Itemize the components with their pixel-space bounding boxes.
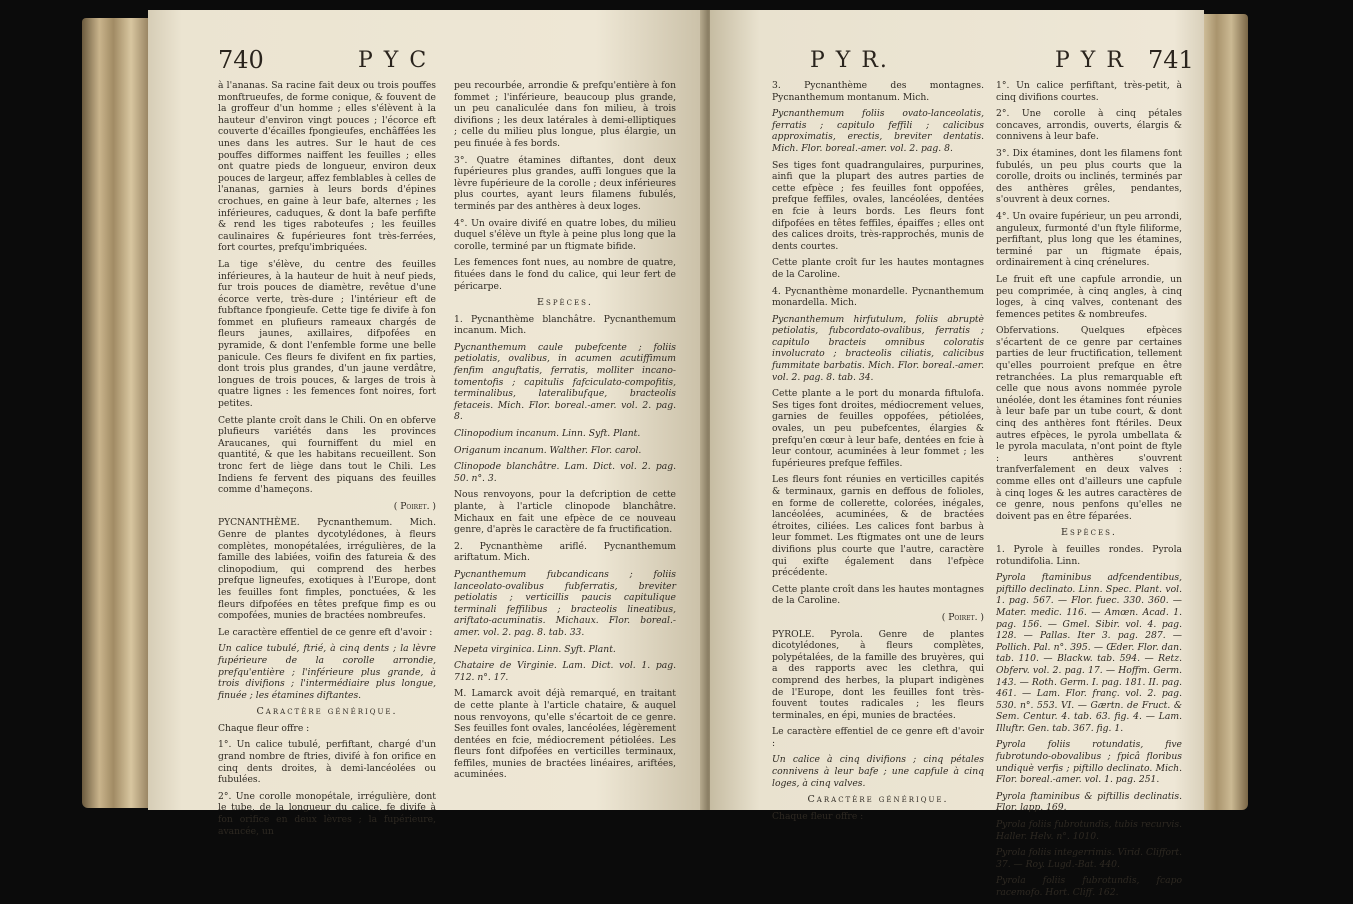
synonym: Pyrola ftaminibus & piftillis declinatis. Flor. lapp. 169. xyxy=(996,790,1182,814)
species-diagnosis: Pycnanthemum fubcandicans ; foliis lanceolato-ovalibus fubferratis, breviter petiolatis ; verticillis paucis capitulique terminali feffilibus ; bracteolis lineatibus, ariftato-acuminatis. Michaux. Flor. boreal.-amer. vol. 2. pag. 8. tab. 33. xyxy=(454,568,676,638)
species-entry: 4. Pycnanthème monardelle. Pycnanthemum monardella. Mich. xyxy=(772,285,984,309)
section-heading: Caractère générique. xyxy=(807,794,949,806)
left-column-1 xyxy=(218,80,436,842)
species-entry: 1. Pycnanthème blanchâtre. Pycnanthemum incanum. Mich. xyxy=(454,313,676,337)
observations: Obfervations. Quelques efpèces s'écartent de ce genre par certaines parties de leur fructification, tellement qu'elles pourroient prefque en être retranchées. La plus remarquable eft celle que nous avons nommée pyrole unéolée, dont les étamines font réunies à leur bafe par un tube court, & dont cinq des anthères font ftériles. Deux autres efpèces, le pyrola umbellata & le pyrola maculata, n'ont point de ftyle : leurs anthères s'ouvrent tranfverfalement en deux valves : comme elles ont d'ailleurs une capfule à cinq loges & les autres caractères de ce genre, nous penfons qu'elles ne doivent pas en être féparées. xyxy=(996,325,1182,522)
section-heading: Espèces. xyxy=(537,297,593,309)
genus-entry: PYROLE. Pyrola. Genre de plantes dicotylédones, à fleurs complètes, polypétalées, de la famille des bruyères, qui a des rapports avec les clethra, qui comprend des herbes, la plupart indigènes de l'Europe, dont les feuilles font très-fouvent toutes radicales ; les fleurs terminales, en épi, munies de bractées. xyxy=(772,628,984,721)
genus-entry: PYCNANTHÈME. Pycnanthemum. Mich. Genre de plantes dycotylédones, à fleurs complètes, monopétalées, irrégulières, de la famille des labiées, voifin des fatureia & des clinopodium, qui comprend des herbes prefque ligneufes, exotiques à l'Europe, dont les feuilles font fimples, ponctuées, & les fleurs difpofées en têtes prefque fimp es ou compofées, munies de bractées nombreufes. xyxy=(218,517,436,622)
section-heading: Caractère générique. xyxy=(256,706,398,718)
paragraph: 3°. Quatre étamines diftantes, dont deux fupérieures plus grandes, auffi longues que la lèvre fupérieure de la corolle ; deux inférieures plus courtes, ayant leurs filamens fubulés, terminés par des anthères à deux loges. xyxy=(454,154,676,212)
species-entry: 3. Pycnanthème des montagnes. Pycnanthemum montanum. Mich. xyxy=(772,80,984,103)
essential-character: Un calice tubulé, ftrié, à cinq dents ; la lèvre fupérieure de la corolle arrondie, prefqu'entière ; l'inférieure plus grande, à trois divifions ; l'intermédiaire plus longue, finuée ; les étamines diftantes. xyxy=(218,643,436,701)
right-column-1 xyxy=(772,80,984,827)
synonym: Origanum incanum. Walther. Flor. carol. xyxy=(454,444,642,456)
paragraph: 1°. Un calice perfiftant, très-petit, à cinq divifions courtes. xyxy=(996,80,1182,103)
left-column-2 xyxy=(454,80,676,786)
paragraph: Les femences font nues, au nombre de quatre, fituées dans le fond du calice, qui leur fert de péricarpe. xyxy=(454,257,676,292)
paragraph: Cette plante croît fur les hautes montagnes de la Caroline. xyxy=(772,257,984,280)
synonym: Pyrola foliis integerrimis. Virid. Cliffort. 37. — Roy. Lugd.-Bat. 440. xyxy=(996,847,1182,870)
species-diagnosis: Pyrola ftaminibus adfcendentibus, piftillo declinato. Linn. Spec. Plant. vol. 1. pag. 567. — Flor. fuec. 330. 360. — Mater. medic. 116. — Amœn. Acad. 1. pag. 156. — Gmel. Sibir. vol. 4. pag. 128. — Pallas. Iter 3. pag. 287. — Pollich. Pal. n°. 395. — Œder. Flor. dan. tab. 110. — Blackw. tab. 594. — Retz. Obferv. vol. 2. pag. 17. — Hoffm. Germ. 143. — Roth. Germ. I. pag. 181. II. pag. 461. — Lam. Flor. franç. vol. 2. pag. 530. n°. 553. VI. — Gærtn. de Fruct. & Sem. Centur. 4. tab. 63. fig. 4. — Lam. Illuftr. Gen. tab. 367. fig. 1. xyxy=(996,572,1182,734)
paragraph: M. Lamarck avoit déjà remarqué, en traitant de cette plante à l'article chataire, & auquel nous renvoyons, qu'elle s'écartoit de ce genre. Ses feuilles font ovales, lancéolées, légèrement dentées en fcie, médiocrement pétiolées. Les fleurs font difpofées en verticilles terminaux, feffiles, munies de bractées linéaires, ariftées, acuminées. xyxy=(454,688,676,781)
paragraph: 4°. Un ovaire fupérieur, un peu arrondi, anguleux, furmonté d'un ftyle filiforme, perfiftant, plus long que les étamines, terminé par un ftigmate épais, ordinairement à cinq crénelures. xyxy=(996,210,1182,269)
synonym: Clinopode blanchâtre. Lam. Dict. vol. 2. pag. 50. n°. 3. xyxy=(454,461,676,484)
paragraph: Le fruit eft une capfule arrondie, un peu comprimée, à cinq angles, à cinq loges, à cinq valves, contenant des femences petites & nombreufes. xyxy=(996,273,1182,320)
left-page-edges xyxy=(82,18,152,808)
essential-character: Un calice à cinq divifions ; cinq pétales connivens à leur bafe ; une capfule à cinq loges, à cinq valves. xyxy=(772,754,984,789)
page-number-right: 741 xyxy=(1148,46,1194,74)
synonym: Pyrola foliis fubrotundis, fcapo racemofo. Hort. Cliff. 162. xyxy=(996,875,1182,898)
synonym: Nepeta virginica. Linn. Syft. Plant. xyxy=(454,643,616,655)
paragraph: Les fleurs font réunies en verticilles capités & terminaux, garnis en deffous de folioles, en forme de collerette, colorées, inégales, lancéolées, acuminées, & de bractées étroites, ciliées. Les calices font barbus à leur fommet. Les ftigmates ont une de leurs divifions plus courte que l'autre, caractère qui exifte également dans l'efpèce précédente. xyxy=(772,474,984,579)
synonym: Pyrola foliis fubrotundis, tubis recurvis. Haller. Helv. n°. 1010. xyxy=(996,819,1182,842)
species-entry: 1. Pyrole à feuilles rondes. Pyrola rotundifolia. Linn. xyxy=(996,543,1182,567)
species-entry: 2. Pycnanthème ariflé. Pycnanthemum ariftatum. Mich. xyxy=(454,540,676,564)
paragraph: peu recourbée, arrondie & prefqu'entière à fon fommet ; l'inférieure, beaucoup plus grande, un peu canaliculée dans fon milieu, à trois divifions ; les deux latérales à demi-elliptiques ; celle du milieu plus longue, plus élargie, un peu finuée à fes bords. xyxy=(454,80,676,149)
author-signature: ( Poiret. ) xyxy=(941,611,984,623)
synonym: Clinopodium incanum. Linn. Syft. Plant. xyxy=(454,428,641,440)
running-head-left: P Y C xyxy=(358,48,429,73)
paragraph: 3°. Dix étamines, dont les filamens font fubulés, un peu plus courts que la corolle, droits ou inclinés, terminés par des anthères grêles, pendantes, s'ouvrent à deux cornes. xyxy=(996,147,1182,206)
paragraph: Chaque fleur offre : xyxy=(218,722,310,734)
paragraph: Nous renvoyons, pour la defcription de cette plante, à l'article clinopode blanchâtre. Michaux en fait une efpèce de ce nouveau genre, d'après le caractère de fa fructification. xyxy=(454,489,676,536)
page-number-left: 740 xyxy=(218,46,264,74)
paragraph: 1°. Un calice tubulé, perfiftant, chargé d'un grand nombre de ftries, divifé à fon orifice en cinq dents droites, à demi-lancéolées ou fubulées. xyxy=(218,739,436,786)
species-diagnosis: Pycnanthemum hirfutulum, foliis abruptè petiolatis, fubcordato-ovalibus, ferratis ; capitulo bracteis omnibus coloratis involucrato ; bracteolis ciliatis, calicibus fummitate barbatis. Mich. Flor. boreal.-amer. vol. 2. pag. 8. tab. 34. xyxy=(772,313,984,383)
section-heading: Espèces. xyxy=(1061,527,1117,539)
species-diagnosis: Pycnanthemum caule pubefcente ; foliis petiolatis, ovalibus, in acumen acutiffimum fenfim anguftatis, ferratis, molliter incano-tomentofis ; capitulis fafciculato-compofitis, terminalibus, lateralibufque, bracteolis fetaceis. Mich. Flor. boreal.-amer. vol. 2. pag. 8. xyxy=(454,341,676,423)
paragraph: La tige s'élève, du centre des feuilles inférieures, à la hauteur de huit à neuf pieds, fur trois pouces de diamètre, revêtue d'une écorce verte, très-dure ; l'intérieur eft de fubftance fpongieufe. Cette tige fe divife à fon fommet en plufieurs rameaux chargés de fleurs jaunes, axillaires, difpofées en pyramide, & dont l'enfemble forme une belle panicule. Ces fleurs fe divifent en fix parties, dont trois plus grandes, d'un jaune verdâtre, longues de trois pouces, & larges de trois à quatre lignes : les femences font noires, fort petites. xyxy=(218,258,436,410)
paragraph: 2°. Une corolle monopétale, irrégulière, dont le tube, de la longueur du calice, fe divife à fon orifice en deux lèvres ; la fupérieure, avancée, un xyxy=(218,790,436,837)
author-signature: ( Poiret. ) xyxy=(393,500,436,512)
paragraph: Le caractère effentiel de ce genre eft d'avoir : xyxy=(218,626,433,638)
right-page-edges xyxy=(1200,14,1248,810)
paragraph: Cette plante a le port du monarda fiftulofa. Ses tiges font droites, médiocrement velues, garnies de feuilles oppofées, pétiolées, ovales, un peu pubefcentes, élargies & prefqu'en cœur à leur bafe, dentées en fcie à leur contour, acuminées à leur fommet ; les fupérieures prefque feffiles. xyxy=(772,388,984,469)
synonym: Pyrola foliis rotundatis, five fubrotundo-obovalibus ; fpicâ floribus undiquè verfis ; piftillo declinato. Mich. Flor. boreal.-amer. vol. 1. pag. 251. xyxy=(996,739,1182,786)
paragraph: 2°. Une corolle à cinq pétales concaves, arrondis, ouverts, élargis & connivens à leur bafe. xyxy=(996,108,1182,143)
paragraph: Le caractère effentiel de ce genre eft d'avoir : xyxy=(772,726,984,749)
paragraph: à l'ananas. Sa racine fait deux ou trois pouffes monftrueufes, de forme conique, & fouvent de la groffeur d'un homme ; elles s'élèvent à la hauteur d'environ vingt pouces ; l'écorce eft couverte d'écailles fpongieufes, enchâffées les unes dans les autres. Sur le haut de ces pouffes difformes naiffent les feuilles ; elles ont quatre pieds de longueur, environ deux pouces de largeur, affez femblables à celles de l'ananas, garnies à leurs bords d'épines crochues, en gaine à leur bafe, alternes ; les inférieures, caduques, & dont la bafe perfifte & rend les tiges raboteufes ; les feuilles caulinaires & fupérieures font très-ferrées, fort courtes, prefqu'imbriquées. xyxy=(218,80,436,254)
paragraph: Cette plante croît dans le Chili. On en obferve plufieurs variétés dans les provinces Araucanes, qui fourniffent du miel en quantité, & que les habitans recueillent. Son tronc fert de liège dans tout le Chili. Les Indiens fe fervent des piquans des feuilles comme d'hameçons. xyxy=(218,414,436,496)
left-page xyxy=(148,10,708,837)
species-diagnosis: Pycnanthemum foliis ovato-lanceolatis, ferratis ; capitulo feffili ; calicibus approximatis, erectis, breviter dentatis. Mich. Flor. boreal.-amer. vol. 2. pag. 8. xyxy=(772,108,984,154)
right-page xyxy=(710,10,1204,898)
paragraph: Chaque fleur offre : xyxy=(772,810,864,822)
running-head-right-b: P Y R xyxy=(1055,48,1125,73)
running-head-right-a: P Y R. xyxy=(810,48,889,73)
paragraph: Ses tiges font quadrangulaires, purpurines, ainfi que la plupart des autres parties de cette efpèce ; fes feuilles font oppofées, prefque feffiles, ovales, lancéolées, dentées en fcie à leurs bords. Les fleurs font difpofées en têtes feffiles, épaiffes ; elles ont des calices droits, très-rapprochés, munis de dents courtes. xyxy=(772,159,984,252)
paragraph: Cette plante croît dans les hautes montagnes de la Caroline. xyxy=(772,583,984,607)
right-column-2 xyxy=(996,80,1182,904)
paragraph: 4°. Un ovaire divifé en quatre lobes, du milieu duquel s'élève un ftyle à peine plus long que la corolle, terminé par un ftigmate bifide. xyxy=(454,217,676,252)
synonym: Chataire de Virginie. Lam. Dict. vol. 1. pag. 712. n°. 17. xyxy=(454,660,676,683)
